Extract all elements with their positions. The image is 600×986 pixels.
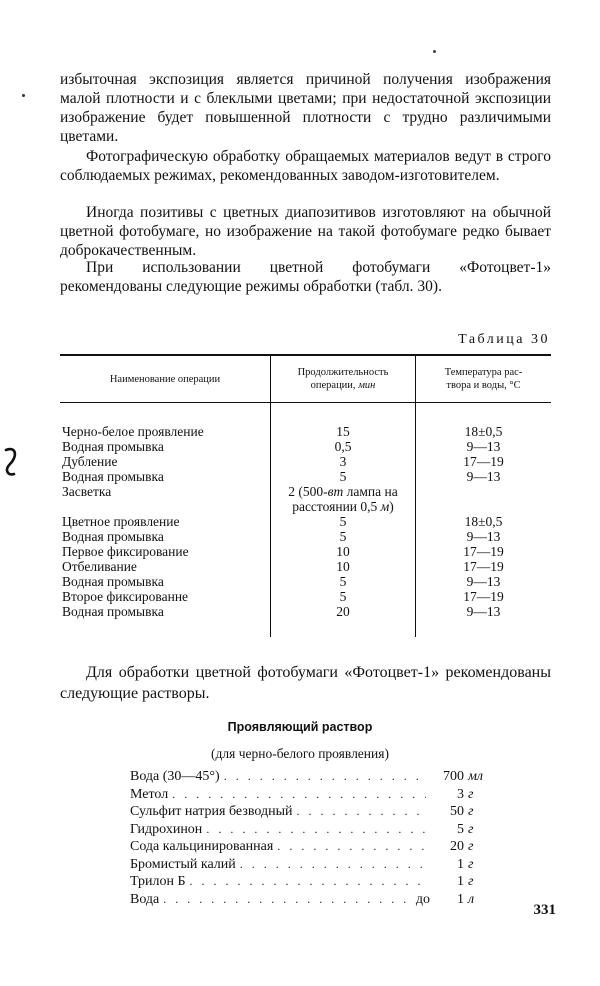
cell-temperature: 18±0,5	[416, 424, 552, 439]
leader-dots	[163, 891, 412, 908]
table-row	[60, 469, 551, 484]
table-caption: Таблица 30	[458, 332, 550, 347]
paragraph-exposure: избыточная экспозиция является причиной получения изображения малой плотности и с блеклыми цветами; при недостаточной экспозиции изображение будет повышенной плотности с трудно различимыми цветами.	[60, 71, 551, 145]
ingredient-name: Гидрохинон	[130, 821, 203, 837]
section-title: Проявляющий раствор	[227, 720, 373, 734]
recipe-item	[130, 873, 488, 891]
cell-duration: 5	[271, 574, 416, 589]
ingredient-prefix: до	[415, 891, 430, 907]
cell-duration: 5	[271, 529, 416, 544]
paragraph-processing: Фотографическую обработку обращаемых материалов ведут в строго соблюдаемых режимах, рекомендованных заводом-изготовителем.	[60, 148, 551, 184]
cell-operation: Отбеливание	[62, 559, 137, 574]
cell-temperature: 18±0,5	[416, 514, 552, 529]
leader-dots	[224, 768, 426, 785]
ingredient-unit: г	[468, 874, 474, 889]
ingredient-unit: г	[468, 804, 474, 819]
ingredient-name: Вода	[130, 891, 160, 907]
table-spacer	[60, 403, 551, 425]
header-operation: Наименование операции	[60, 355, 271, 403]
cell-operation: Дубление	[62, 454, 118, 469]
cell-operation: Черно-белое проявление	[62, 424, 204, 439]
table-row	[60, 529, 551, 544]
header-temperature	[416, 355, 552, 403]
cell-duration-line2-end: )	[389, 499, 394, 514]
cell-duration-rest: лампа на	[343, 484, 398, 499]
ingredient-unit: г	[468, 821, 474, 837]
table-row	[60, 574, 551, 589]
page-number: 331	[533, 902, 556, 918]
paragraph-solutions: Для обработки цветной фотобумаги «Фотоцвет-1» рекомендованы следующие растворы.	[60, 664, 551, 702]
cell-temperature: 9—13	[416, 574, 552, 589]
ingredient-amount: 1	[457, 891, 464, 907]
cell-duration-main: 2 (500-	[288, 484, 328, 499]
ingredient-amount: 1	[457, 856, 464, 872]
table-row	[60, 604, 551, 619]
cell-temperature: 9—13	[416, 604, 552, 619]
table-row	[60, 454, 551, 469]
handwritten-margin-mark	[0, 444, 24, 484]
cell-duration: 10	[271, 544, 416, 559]
table-row	[60, 424, 551, 439]
header-temp-line1: Температура рас-	[444, 367, 523, 378]
header-temp-line2: твора и воды, °С	[446, 380, 521, 391]
leader-dots	[240, 856, 426, 873]
leader-dots	[296, 803, 426, 820]
cell-temperature: 9—13	[416, 529, 552, 544]
table-row	[60, 439, 551, 454]
cell-temperature: 9—13	[416, 439, 552, 454]
leader-dots	[277, 838, 426, 855]
paragraph-fotocvet-modes: При использовании цветной фотобумаги «Фотоцвет-1» рекомендованы следующие режимы обработки (табл. 30).	[60, 259, 551, 295]
table-row	[60, 484, 551, 514]
ingredient-name: Сульфит натрия безводный	[130, 804, 293, 819]
cell-duration	[271, 484, 416, 514]
table-row	[60, 544, 551, 559]
table-header-row	[60, 355, 551, 403]
ingredient-unit: г	[468, 856, 474, 872]
table-row	[60, 559, 551, 574]
cell-operation: Засветка	[62, 484, 112, 499]
cell-temperature: 17—19	[416, 544, 552, 559]
cell-operation: Водная промывка	[62, 469, 164, 484]
ingredient-amount: 50	[450, 804, 464, 819]
ingredient-name: Вода (30—45°)	[130, 769, 220, 784]
recipe-item	[130, 856, 488, 874]
ingredient-amount: 3	[457, 786, 464, 802]
processing-table	[60, 354, 551, 637]
recipe-item	[130, 838, 488, 856]
header-duration-unit: мин	[358, 380, 376, 391]
header-duration	[271, 355, 416, 403]
ingredient-name: Трилон Б	[130, 874, 186, 889]
table-row	[60, 514, 551, 529]
cell-duration: 10	[271, 559, 416, 574]
ingredient-name: Сода кальцинированная	[130, 839, 274, 854]
ingredient-amount: 700	[443, 769, 464, 784]
cell-operation: Водная промывка	[62, 529, 164, 544]
cell-duration: 5	[271, 589, 416, 604]
table-spacer	[60, 619, 551, 637]
ingredient-unit: г	[468, 839, 474, 854]
recipe-item	[130, 891, 488, 909]
cell-temperature: 17—19	[416, 454, 552, 469]
leader-dots	[172, 786, 426, 803]
cell-duration: 5	[271, 514, 416, 529]
leader-dots	[190, 873, 426, 890]
cell-temperature: 17—19	[416, 559, 552, 574]
ingredient-unit: мл	[468, 769, 484, 784]
cell-operation: Цветное проявление	[62, 514, 180, 529]
cell-duration: 20	[271, 604, 416, 619]
cell-duration-line2-unit: м	[380, 499, 390, 514]
cell-duration: 15	[271, 424, 416, 439]
ingredient-amount: 20	[450, 839, 464, 854]
header-duration-line2: операции,	[310, 380, 356, 391]
recipe-item	[130, 786, 488, 804]
cell-temperature: 17—19	[416, 589, 552, 604]
cell-duration: 3	[271, 454, 416, 469]
ingredient-name: Бромистый калий	[130, 856, 236, 872]
speck-mark	[433, 50, 436, 53]
leader-dots	[206, 821, 426, 838]
recipe-item	[130, 821, 488, 839]
ingredient-unit: л	[468, 891, 475, 907]
paragraph-positives: Иногда позитивы с цветных диапозитивов изготовляют на обычной цветной фотобумаге, но изображение на такой фотобумаге редко бывает доброкачественным.	[60, 204, 551, 259]
cell-operation: Первое фиксирование	[62, 544, 189, 559]
cell-operation: Водная промывка	[62, 574, 164, 589]
ingredient-amount: 5	[457, 821, 464, 837]
recipe-item	[130, 768, 488, 786]
speck-mark	[22, 94, 25, 97]
recipe-item	[130, 803, 488, 821]
section-subtitle: (для черно-белого проявления)	[211, 746, 389, 761]
cell-temperature	[416, 484, 552, 514]
ingredient-amount: 1	[457, 874, 464, 889]
cell-operation: Второе фиксированне	[62, 589, 189, 604]
ingredient-name: Метол	[130, 786, 169, 802]
recipe-list	[130, 768, 488, 908]
ingredient-unit: г	[468, 786, 474, 802]
cell-duration: 5	[271, 469, 416, 484]
cell-duration-unit: вт	[327, 484, 344, 499]
cell-duration-line2: расстоянии 0,5	[292, 499, 381, 514]
cell-operation: Водная промывка	[62, 439, 164, 454]
cell-temperature: 9—13	[416, 469, 552, 484]
table-row	[60, 589, 551, 604]
header-duration-line1: Продолжительность	[297, 367, 389, 378]
cell-operation: Водная промывка	[62, 604, 164, 619]
cell-duration: 0,5	[271, 439, 416, 454]
